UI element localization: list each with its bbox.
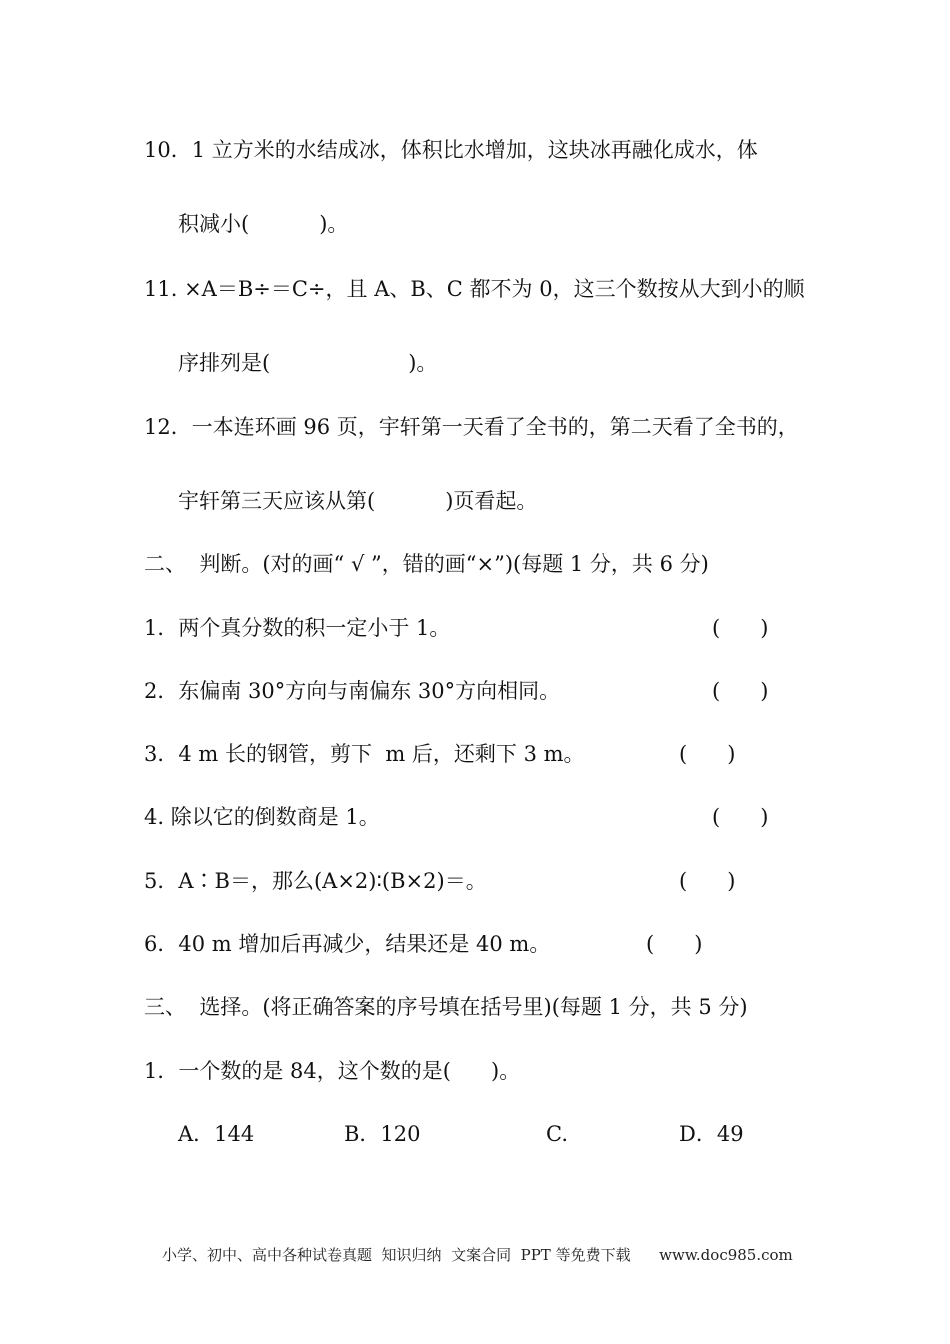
judge-item-4: 4. 除以它的倒数商是 1。 bbox=[144, 805, 380, 829]
judge-answer-6[interactable]: ( ) bbox=[646, 932, 703, 956]
judge-item-1: 1．两个真分数的积一定小于 1。 bbox=[144, 616, 451, 640]
choose-heading: 三、 选择。(将正确答案的序号填在括号里)(每题 1 分，共 5 分) bbox=[144, 995, 748, 1019]
page-footer: 小学、初中、高中各种试卷真题 知识归纳 文案合同 PPT 等免费下载 www.doc985.com bbox=[162, 1246, 793, 1264]
q11-line2-post: )。 bbox=[408, 351, 438, 375]
q10-line2-post: )。 bbox=[319, 212, 349, 236]
judge-answer-1[interactable]: ( ) bbox=[712, 616, 769, 640]
choice-a[interactable]: A．144 bbox=[178, 1122, 255, 1146]
judge-answer-4[interactable]: ( ) bbox=[712, 805, 769, 829]
judge-answer-3[interactable]: ( ) bbox=[679, 742, 736, 766]
judge-item-5: 5．A∶B＝，那么(A×2)∶(B×2)＝。 bbox=[144, 869, 487, 893]
q10-line2 bbox=[178, 211, 348, 237]
q11-line2-pre: 序排列是( bbox=[178, 351, 271, 375]
q11-line1: 11. ×A＝B÷＝C÷，且 A、B、C 都不为 0，这三个数按从大到小的顺 bbox=[144, 277, 805, 301]
judge-answer-5[interactable]: ( ) bbox=[679, 869, 736, 893]
q12-line2 bbox=[178, 488, 537, 514]
q12-line2-pre: 宇轩第三天应该从第( bbox=[178, 489, 376, 513]
judge-heading: 二、 判断。(对的画“ √ ”，错的画“×”)(每题 1 分，共 6 分) bbox=[144, 552, 709, 576]
choose-question-1: 1．一个数的是 84，这个数的是( )。 bbox=[144, 1059, 521, 1083]
q11-line2 bbox=[178, 350, 437, 376]
q12-line2-post: )页看起。 bbox=[445, 489, 538, 513]
judge-item-2: 2．东偏南 30°方向与南偏东 30°方向相同。 bbox=[144, 679, 561, 703]
q10-line1: 10．1 立方米的水结成冰，体积比水增加，这块冰再融化成水，体 bbox=[144, 138, 758, 162]
choice-d[interactable]: D．49 bbox=[679, 1122, 744, 1146]
q10-line2-pre: 积减小( bbox=[178, 212, 250, 236]
judge-item-3: 3．4 m 长的钢管，剪下 m 后，还剩下 3 m。 bbox=[144, 742, 585, 766]
choice-c[interactable]: C. bbox=[546, 1122, 568, 1146]
choice-b[interactable]: B．120 bbox=[344, 1122, 421, 1146]
q12-line1: 12．一本连环画 96 页，宇轩第一天看了全书的，第二天看了全书的， bbox=[144, 415, 799, 439]
judge-item-6: 6．40 m 增加后再减少，结果还是 40 m。 bbox=[144, 932, 551, 956]
judge-answer-2[interactable]: ( ) bbox=[712, 679, 769, 703]
